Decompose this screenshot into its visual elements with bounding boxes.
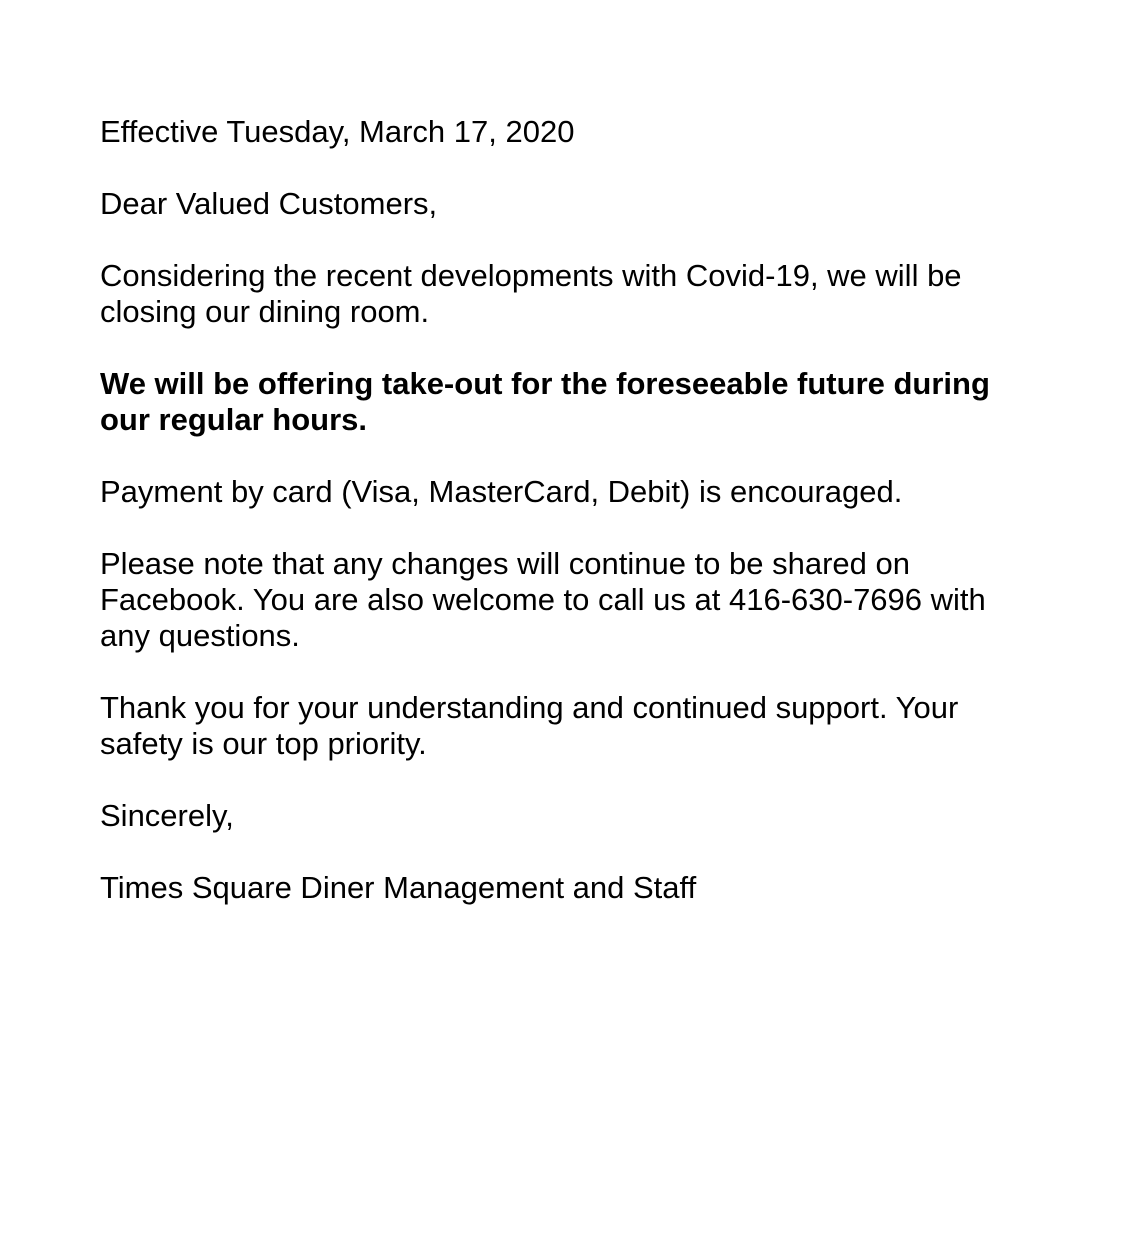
salutation: Dear Valued Customers, xyxy=(100,186,438,221)
effective-date: Effective Tuesday, March 17, 2020 xyxy=(100,114,575,149)
dining-room-closure-paragraph: Considering the recent developments with Covid-19, we will be closing our dining room. xyxy=(100,258,962,329)
sign-off: Sincerely, xyxy=(100,798,234,833)
thanks-paragraph: Thank you for your understanding and continued support. Your safety is our top priority. xyxy=(100,690,959,761)
takeout-paragraph: We will be offering take-out for the foreseeable future during our regular hours. xyxy=(100,366,990,437)
signature: Times Square Diner Management and Staff xyxy=(100,870,697,905)
payment-paragraph: Payment by card (Visa, MasterCard, Debit) is encouraged. xyxy=(100,474,903,509)
notice-letter xyxy=(100,114,1060,942)
contact-paragraph: Please note that any changes will continue to be shared on Facebook. You are also welcome to call us at 416-630-7696 with any questions. xyxy=(100,546,986,653)
